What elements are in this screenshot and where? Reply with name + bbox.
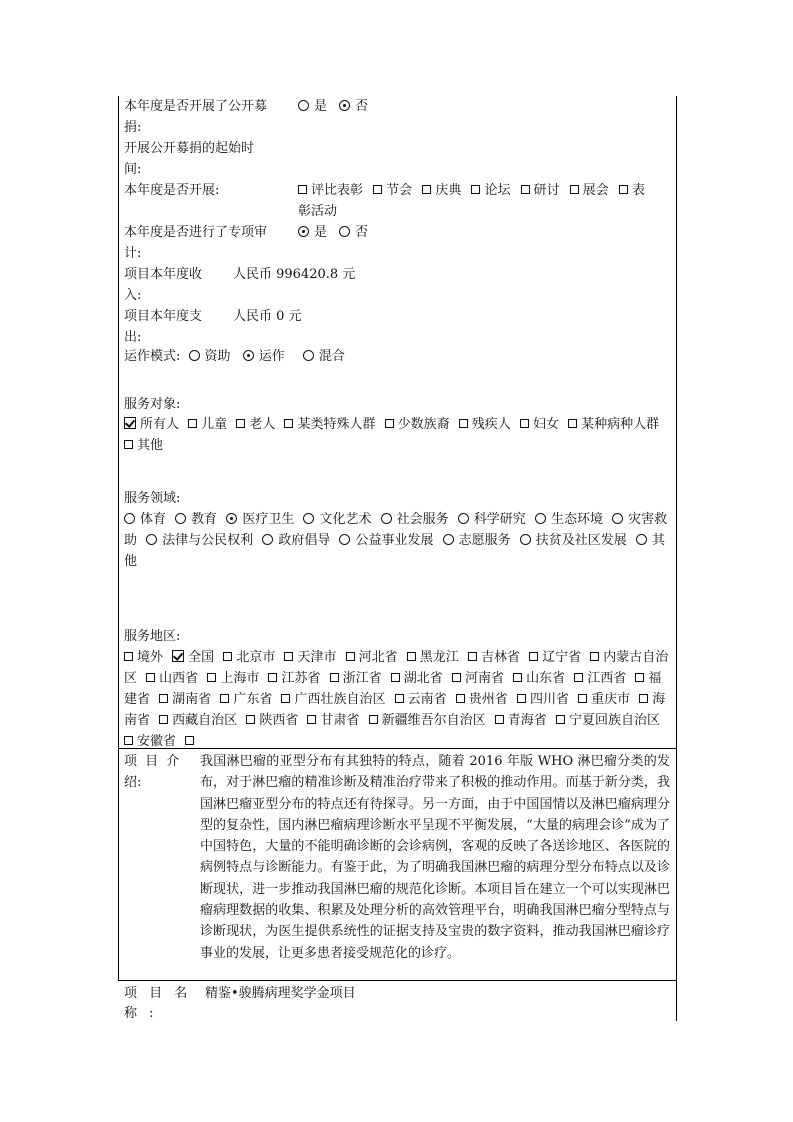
radio-selected-icon[interactable]: [226, 513, 237, 524]
checkbox-icon[interactable]: [281, 694, 290, 703]
service-region-item: 广西壮族自治区: [294, 692, 386, 707]
fundraising-start-text-wrap: 间:: [124, 162, 142, 177]
audit-label-text-wrap: 计:: [124, 246, 142, 261]
service-targets-label: 服务对象:: [124, 397, 181, 412]
service-region-item: 陕西省: [259, 713, 299, 728]
service-region-item: 内蒙古自治区: [124, 650, 669, 686]
service-region-item: 重庆市: [591, 692, 631, 707]
activities-label-text: 本年度是否开展:: [124, 183, 220, 198]
service-field-item: 扶贫及社区发展: [535, 533, 627, 548]
checkbox-icon[interactable]: [556, 715, 565, 724]
service-region-item: 北京市: [236, 650, 276, 665]
checkbox-icon[interactable]: [570, 185, 579, 194]
checkbox-icon[interactable]: [346, 652, 355, 661]
income-label-text: 项目本年度收: [124, 267, 203, 282]
service-target-item: 少数族裔: [397, 417, 450, 432]
checkbox-icon[interactable]: [220, 694, 229, 703]
fundraising-options: [298, 96, 368, 117]
service-field-item: 文化艺术: [319, 512, 372, 527]
checkbox-icon[interactable]: [246, 715, 255, 724]
checkbox-icon[interactable]: [513, 673, 522, 682]
checkbox-icon[interactable]: [468, 652, 477, 661]
checkbox-icon[interactable]: [590, 652, 599, 661]
service-region-item: 河北省: [358, 650, 398, 665]
table-left-border-lower: [118, 749, 119, 980]
checkbox-icon[interactable]: [517, 694, 526, 703]
service-region-item: 新疆维吾尔自治区: [381, 713, 486, 728]
service-field-item: 生态环境: [550, 512, 603, 527]
mode-option-label: 资助: [204, 349, 231, 364]
service-field-item: 政府倡导: [278, 533, 331, 548]
service-region-item: 吉林省: [480, 650, 520, 665]
checkbox-icon[interactable]: [456, 694, 465, 703]
checkbox-icon[interactable]: [185, 736, 194, 745]
audit-options: [298, 222, 368, 243]
radio-icon[interactable]: [381, 513, 392, 524]
service-region-item: 上海市: [220, 671, 260, 686]
service-region-item: 辽宁省: [542, 650, 582, 665]
service-fields-list: [124, 509, 672, 572]
checkbox-icon[interactable]: [407, 652, 416, 661]
checkbox-icon[interactable]: [268, 673, 277, 682]
checkbox-icon[interactable]: [452, 673, 461, 682]
income-label-text-wrap: 入:: [124, 288, 142, 303]
activities-options: [298, 180, 645, 201]
checkbox-icon[interactable]: [385, 419, 394, 428]
audit-label-text: 本年度是否进行了专项审: [124, 225, 268, 240]
service-target-item: 妇女: [532, 417, 559, 432]
checkbox-icon[interactable]: [578, 694, 587, 703]
fundraising-start-label: [124, 138, 254, 159]
income-label: [124, 264, 202, 285]
checkbox-icon[interactable]: [307, 715, 316, 724]
checkbox-icon[interactable]: [369, 715, 378, 724]
checkbox-icon[interactable]: [521, 185, 530, 194]
service-targets-list: [124, 414, 672, 456]
service-regions-label: 服务地区:: [124, 629, 181, 644]
activity-item: 展会: [582, 183, 609, 198]
audit-yes-radio[interactable]: [298, 226, 309, 237]
checkbox-icon[interactable]: [207, 673, 216, 682]
service-field-item: 灾害救助: [124, 512, 668, 548]
service-region-item: 湖南省: [172, 692, 212, 707]
service-region-item: 贵州省: [468, 692, 508, 707]
mode-option-label: 运作: [258, 349, 285, 364]
mode-option-radio[interactable]: [303, 350, 314, 361]
table-divider: [118, 980, 677, 981]
service-region-item: 宁夏回族自治区: [568, 713, 660, 728]
mode-label: 运作模式:: [124, 349, 181, 364]
checkbox-icon[interactable]: [459, 419, 468, 428]
service-region-item: 江苏省: [281, 671, 321, 686]
mode-row: [124, 346, 345, 367]
fundraising-no-label: 否: [355, 99, 369, 114]
service-region-item: 四川省: [529, 692, 569, 707]
checkbox-icon[interactable]: [373, 185, 382, 194]
radio-icon[interactable]: [339, 534, 350, 545]
checkbox-icon[interactable]: [568, 419, 577, 428]
fundraising-yes-radio[interactable]: [298, 100, 309, 111]
expense-label-text-wrap: 出:: [124, 330, 142, 345]
checkbox-icon[interactable]: [146, 673, 155, 682]
checkbox-icon[interactable]: [159, 694, 168, 703]
income-label-wrap: [124, 285, 141, 306]
checkbox-icon[interactable]: [471, 185, 480, 194]
audit-no-radio[interactable]: [339, 226, 350, 237]
radio-icon[interactable]: [303, 513, 314, 524]
checkbox-icon[interactable]: [159, 715, 168, 724]
service-region-item: 甘肃省: [320, 713, 360, 728]
service-region-item: 天津市: [297, 650, 337, 665]
checkbox-icon[interactable]: [298, 185, 307, 194]
table-right-border: [676, 96, 677, 1021]
checkbox-icon[interactable]: [124, 440, 133, 449]
checkbox-checked-icon[interactable]: [124, 417, 136, 429]
service-field-item: 志愿服务: [458, 533, 511, 548]
service-target-item: 某种病种人群: [581, 417, 660, 432]
fundraising-label: [124, 96, 267, 117]
checkbox-icon[interactable]: [284, 419, 293, 428]
checkbox-icon[interactable]: [529, 652, 538, 661]
radio-icon[interactable]: [146, 534, 157, 545]
fundraising-question: 本年度是否开展了公开募: [124, 99, 268, 114]
fundraising-start-label-wrap: [124, 159, 141, 180]
expense-label-text: 项目本年度支: [124, 309, 203, 324]
fundraising-question-wrap: 捐:: [124, 120, 142, 135]
activities-label: [124, 180, 219, 201]
checkbox-icon[interactable]: [639, 694, 648, 703]
audit-yes-label: 是: [314, 225, 328, 240]
service-region-item: 河南省: [464, 671, 504, 686]
radio-icon[interactable]: [612, 513, 623, 524]
service-region-item: 山东省: [526, 671, 566, 686]
mode-option-label: 混合: [318, 349, 345, 364]
radio-icon[interactable]: [124, 513, 135, 524]
service-region-item: 湖北省: [403, 671, 443, 686]
checkbox-icon[interactable]: [391, 673, 400, 682]
service-region-item: 云南省: [407, 692, 447, 707]
checkbox-icon[interactable]: [124, 652, 133, 661]
radio-icon[interactable]: [262, 534, 273, 545]
fundraising-start-text: 开展公开募捐的起始时: [124, 141, 255, 156]
mode-option-radio[interactable]: [189, 350, 200, 361]
checkbox-icon[interactable]: [495, 715, 504, 724]
checkbox-icon[interactable]: [422, 185, 431, 194]
service-field-item: 公益事业发展: [355, 533, 434, 548]
checkbox-icon[interactable]: [188, 419, 197, 428]
service-region-item: 全国: [188, 650, 215, 665]
service-region-item: 山西省: [159, 671, 199, 686]
radio-icon[interactable]: [443, 534, 454, 545]
service-regions-list: [124, 647, 672, 752]
project-name-value: 精鉴•骏腾病理奖学金项目: [205, 986, 356, 1001]
service-region-item: 西藏自治区: [172, 713, 238, 728]
activity-item: 论坛: [484, 183, 511, 198]
checkbox-icon[interactable]: [619, 185, 628, 194]
checkbox-icon[interactable]: [284, 652, 293, 661]
checkbox-icon[interactable]: [236, 419, 245, 428]
activity-item: 庆典: [435, 183, 462, 198]
checkbox-icon[interactable]: [520, 419, 529, 428]
service-region-item: 浙江省: [342, 671, 382, 686]
service-field-item: 其他: [124, 533, 665, 569]
activity-item: 节会: [386, 183, 413, 198]
service-target-item: 某类特殊人群: [297, 417, 376, 432]
checkbox-icon[interactable]: [223, 652, 232, 661]
service-field-item: 社会服务: [396, 512, 449, 527]
checkbox-icon[interactable]: [574, 673, 583, 682]
activity-item: 研讨: [533, 183, 560, 198]
checkbox-icon[interactable]: [395, 694, 404, 703]
activity-item: 评比表彰: [311, 183, 364, 198]
service-target-item: 老人: [249, 417, 276, 432]
service-field-item: 体育: [140, 512, 167, 527]
service-field-item: 科学研究: [473, 512, 526, 527]
expense-label-wrap: [124, 327, 141, 348]
checkbox-icon[interactable]: [635, 673, 644, 682]
fundraising-no-radio[interactable]: [339, 100, 350, 111]
service-region-item: 境外: [137, 650, 164, 665]
radio-icon[interactable]: [458, 513, 469, 524]
service-target-item: 儿童: [201, 417, 228, 432]
service-field-item: 教育: [191, 512, 218, 527]
service-field-item: 医疗卫生: [242, 512, 295, 527]
radio-icon[interactable]: [535, 513, 546, 524]
checkbox-checked-icon[interactable]: [172, 650, 184, 662]
service-fields-label: 服务领域:: [124, 491, 181, 506]
radio-icon[interactable]: [175, 513, 186, 524]
table-left-border: [118, 96, 119, 749]
checkbox-icon[interactable]: [330, 673, 339, 682]
service-region-item: 安徽省: [137, 734, 177, 749]
activities-wrap: 彰活动: [298, 204, 338, 219]
intro-label-wrap: 绍:: [124, 775, 142, 790]
service-target-item: 残疾人: [471, 417, 511, 432]
mode-option-radio[interactable]: [243, 350, 254, 361]
fundraising-label-wrap: [124, 117, 141, 138]
audit-no-label: 否: [355, 225, 369, 240]
fundraising-yes-label: 是: [314, 99, 328, 114]
audit-label: [124, 222, 267, 243]
service-region-item: 海南省: [124, 692, 666, 728]
service-region-item: 广东省: [233, 692, 273, 707]
project-name-label: 项 目 名: [124, 986, 192, 1001]
checkbox-icon[interactable]: [124, 736, 133, 745]
activity-item: 表: [631, 183, 645, 198]
intro-label: 项 目 介: [124, 754, 182, 769]
expense-label: [124, 306, 202, 327]
service-target-item: 所有人: [140, 417, 180, 432]
radio-icon[interactable]: [636, 534, 647, 545]
service-region-item: 黑龙江: [419, 650, 459, 665]
service-field-item: 法律与公民权利: [162, 533, 254, 548]
income-value: 人民币 996420.8 元: [233, 267, 356, 282]
service-region-item: 福建省: [124, 671, 662, 707]
service-region-item: 青海省: [507, 713, 547, 728]
service-target-item: 其他: [137, 438, 164, 453]
audit-label-wrap: [124, 243, 141, 264]
expense-value: 人民币 0 元: [233, 309, 302, 324]
project-name-label-wrap: 称 :: [124, 1006, 158, 1021]
intro-text: 我国淋巴瘤的亚型分布有其独特的特点，随着 2016 年版 WHO 淋巴瘤分类的发布，对于淋巴瘤的精准诊断及精准治疗带来了积极的推动作用。而基于新分类，我国淋巴瘤亚型分布的特点还有待探寻。另一方面，由于中国国情以及淋巴瘤病理分型的复杂性，国内淋巴瘤病理诊断水平呈现不平衡发展，“大量的病理会诊”成为了中国特色，大量的不能明确诊断的会诊病例，客观的反映了各送诊地区、各医院的病例特点与诊断能力。有鉴于此，为了明确我国淋巴瘤的病理分型分布特点以及诊断现状，进一步推动我国淋巴瘤的规范化诊断。本项目旨在建立一个可以实现淋巴瘤病理数据的收集、积累及处理分析的高效管理平台，明确我国淋巴瘤分型特点与诊断现状，为医生提供系统性的证据支持及宝贵的数字资料，推动我国淋巴瘤诊疗事业的发展，让更多患者接受规范化的诊疗。: [200, 754, 670, 961]
service-region-item: 江西省: [587, 671, 627, 686]
radio-icon[interactable]: [520, 534, 531, 545]
